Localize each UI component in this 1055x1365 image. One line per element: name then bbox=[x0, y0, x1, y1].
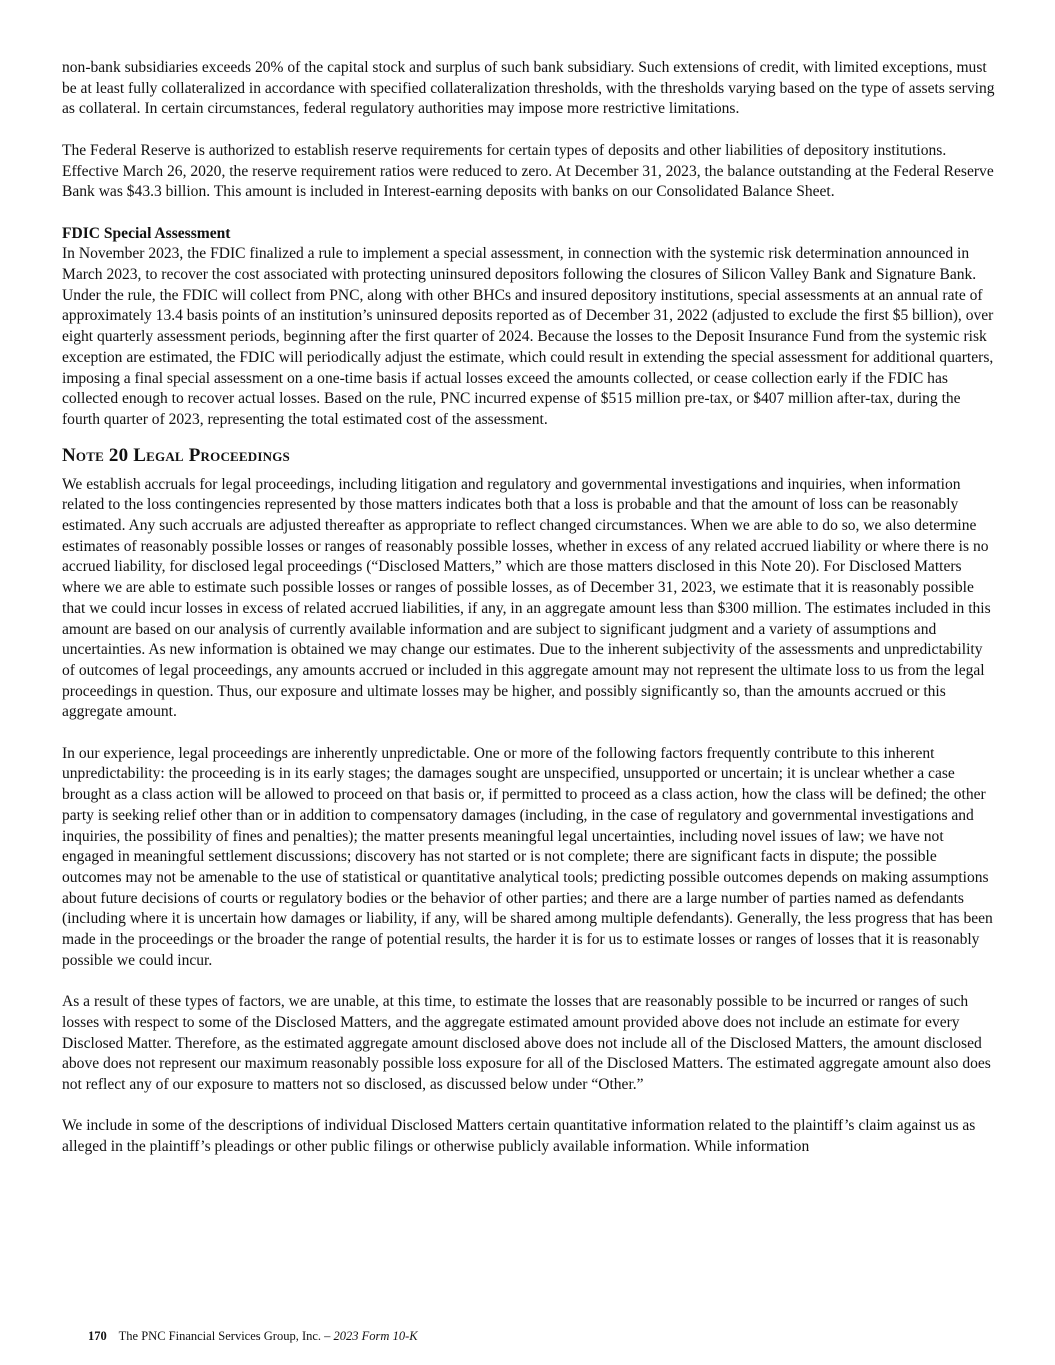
footer-form-name: 2023 Form 10-K bbox=[333, 1329, 418, 1343]
paragraph-gap bbox=[62, 120, 998, 141]
paragraph-gap bbox=[62, 1096, 998, 1117]
paragraph-gap bbox=[62, 723, 998, 744]
paragraph-bank-subsidiaries: non-bank subsidiaries exceeds 20% of the capital stock and surplus of such bank subsidiary. Such extensions of credit, with limited exceptions, must be at least fully collateralized in accordance with specified collateralization thresholds, with the thresholds varying based on the type of assets serving as collateral. In certain circumstances, federal regulatory authorities may impose more restrictive limitations. bbox=[62, 59, 995, 118]
paragraph-gap bbox=[62, 203, 998, 224]
paragraph-quantitative-info: We include in some of the descriptions of individual Disclosed Matters certain quantitative information related to the plaintiff’s claim against us as alleged in the plaintiff’s pleadings or other public filings or otherwise publicly available information. While information bbox=[62, 1117, 976, 1156]
document-page bbox=[62, 58, 998, 1158]
page-footer bbox=[88, 1328, 418, 1344]
paragraph-unable-to-estimate: As a result of these types of factors, we are unable, at this time, to estimate the losses that are reasonably possible to be incurred or ranges of such losses with respect to some of the Disclosed Matters, and the aggregate estimated amount provided above does not include an estimate for every Disclosed Matter. Therefore, as the estimated aggregate amount disclosed above does not include all of the Disclosed Matters, the amount disclosed above does not represent our maximum reasonably possible loss exposure for all of the Disclosed Matters. The estimated aggregate amount also does not reflect any of our exposure to matters not so disclosed, as discussed below under “Other.” bbox=[62, 993, 991, 1093]
paragraph-unpredictability: In our experience, legal proceedings are inherently unpredictable. One or more of the following factors frequently contribute to this inherent unpredictability: the proceeding is in its early stages; the damages sought are unspecified, unsupported or uncertain; it is unclear whether a case brought as a class action will be allowed to proceed on that basis or, if permitted to proceed as a class action, how the class will be defined; the other party is seeking relief other than or in addition to compensatory damages (including, in the case of regulatory and governmental investigations and inquiries, the possibility of fines and penalties); the matter presents meaningful legal uncertainties, including novel issues of law; we have not engaged in meaningful settlement discussions; discovery has not started or is not complete; there are significant facts in dispute; the possible outcomes may not be amenable to the use of statistical or quantitative analytical tools; predicting possible outcomes depends on making assumptions about future decisions of courts or regulatory bodies or the behavior of other parties; and there are a large number of parties named as defendants (including where it is uncertain how damages or liability, if any, will be shared among multiple defendants). Generally, the less progress that has been made in the proceedings or the broader the range of potential results, the harder it is for us to estimate losses or ranges of losses that it is reasonably possible we could incur. bbox=[62, 744, 993, 969]
footer-company: The PNC Financial Services Group, Inc. – bbox=[118, 1329, 331, 1343]
page-number: 170 bbox=[88, 1329, 107, 1343]
paragraph-accruals: We establish accruals for legal proceedings, including litigation and regulatory and governmental investigations and inquiries, when information related to the loss contingencies represented by those matters indicates both that a loss is probable and that the amount of loss can be reasonably estimated. Any such accruals are adjusted thereafter as appropriate to reflect changed circumstances. When we are able to do so, we also determine estimates of reasonably possible losses or ranges of reasonably possible losses, whether in excess of any related accrued liability or where there is no accrued liability, for disclosed legal proceedings (“Disclosed Matters,” which are those matters disclosed in this Note 20). For Disclosed Matters where we are able to estimate such possible losses or ranges of possible losses, as of December 31, 2023, we estimate that it is reasonably possible that we could incur losses in excess of related accrued liabilities, if any, in an aggregate amount less than $300 million. The estimates included in this amount are based on our analysis of currently available information and are subject to significant judgment and a variety of assumptions and uncertainties. As new information is obtained we may change our estimates. Due to the inherent subjectivity of the assessments and unpredictability of outcomes of legal proceedings, any amounts accrued or included in this aggregate amount may not represent the ultimate loss to us from the legal proceedings in question. Thus, our exposure and ultimate losses may be higher, and possibly significantly so, than the amounts accrued or this aggregate amount. bbox=[62, 475, 991, 721]
fdic-special-assessment-heading: FDIC Special Assessment bbox=[62, 224, 231, 242]
note-20-heading: Note 20 Legal Proceedings bbox=[62, 444, 290, 466]
paragraph-reserve-requirements: The Federal Reserve is authorized to establish reserve requirements for certain types of deposits and other liabilities of depository institutions. Effective March 26, 2020, the reserve requirement ratios were reduced to zero. At December 31, 2023, the balance outstanding at the Federal Reserve Bank was $43.3 billion. This amount is included in Interest-earning deposits with banks on our Consolidated Balance Sheet. bbox=[62, 141, 994, 201]
paragraph-fdic-assessment: In November 2023, the FDIC finalized a rule to implement a special assessment, in connection with the systemic risk determination announced in March 2023, to recover the cost associated with protecting uninsured depositors following the closures of Silicon Valley Bank and Signature Bank. Under the rule, the FDIC will collect from PNC, along with other BHCs and insured depository institutions, special assessments at an annual rate of approximately 13.4 basis points of an institution’s uninsured deposits reported as of December 31, 2022 (adjusted to exclude the first $5 billion), over eight quarterly assessment periods, beginning after the first quarter of 2024. Because the losses to the Deposit Insurance Fund from the systemic risk exception are estimated, the FDIC will periodically adjust the estimate, which could result in extending the special assessment for additional quarters, imposing a final special assessment on a one-time basis if actual losses exceed the amounts collected, or cease collection early if the FDIC has collected enough to recover actual losses. Based on the rule, PNC incurred expense of $515 million pre-tax, or $407 million after-tax, during the fourth quarter of 2023, representing the total estimated cost of the assessment. bbox=[62, 245, 994, 428]
paragraph-gap bbox=[62, 971, 998, 992]
